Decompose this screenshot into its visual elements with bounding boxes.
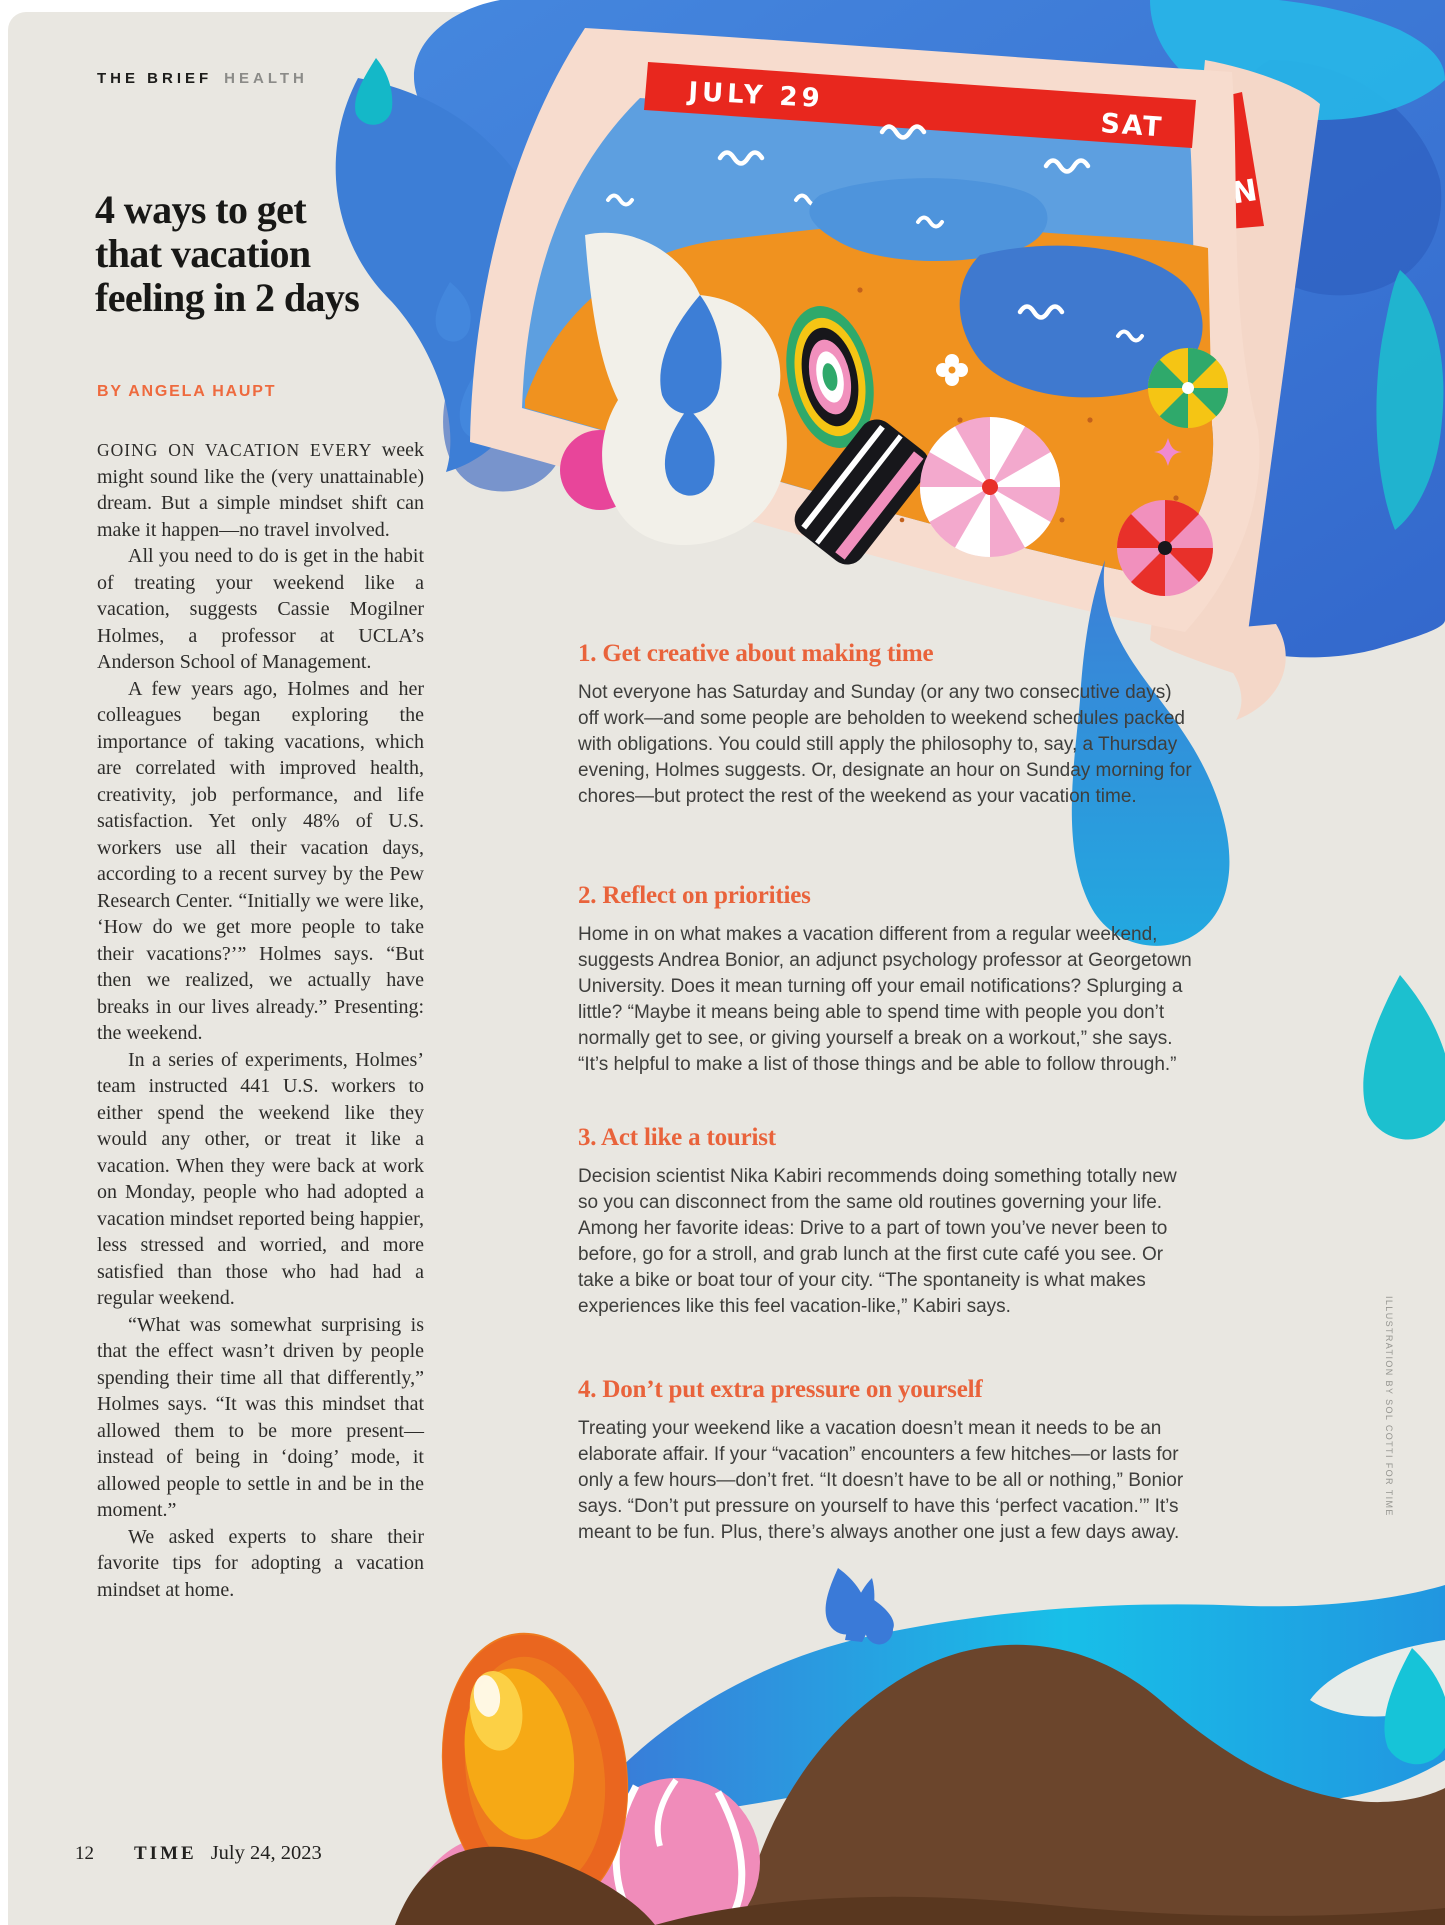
tip-body: Decision scientist Nika Kabiri recommends doing something totally new so you can disconnect from the same old routines governing your life. Among her favorite ideas: Drive to a part of town you’ve never been to before, go for a stroll, and grab lunch at the first cute café you see. Or take a bike or boat tour of your city. “The spontaneity is what makes experiences like this feel vacation-like,” Kabiri says.: [578, 1166, 1177, 1317]
tip-heading: 3. Act like a tourist: [578, 1124, 776, 1151]
calendar-date-label: JULY 29: [687, 77, 825, 115]
byline: BY ANGELA HAUPT: [97, 383, 277, 400]
page-footer: [75, 1842, 322, 1865]
tip-body: Not everyone has Saturday and Sunday (or any two consecutive days) off work—and some people are beholden to weekend schedules packed with obligations. You could still apply the philosophy to, say, a Thursday evening, Holmes suggests. Or, designate an hour on Sunday morning for chores—but protect the rest of the weekend as your vacation time.: [578, 682, 1192, 807]
magazine-name: TIME: [134, 1843, 197, 1864]
tip-section-4: [578, 1376, 1196, 1546]
paragraph: “What was somewhat surprising is that the effect wasn’t driven by people spending their time all that differently,” Holmes says. “It was this mindset that allowed them to be more present—instead of being in ‘doing’ mode, it allowed people to settle in and be in the moment.”: [97, 1313, 424, 1521]
tip-heading: 1. Get creative about making time: [578, 640, 934, 667]
paragraph: A few years ago, Holmes and her colleagues began exploring the importance of taking vacations, which are correlated with improved health, creativity, job performance, and life satisfaction. Yet only 48% of U.S. workers use all their vacation days, according to a recent survey by the Pew Research Center. “Initially we were like, ‘How do we get more people to take their vacations?’” Holmes says. “But then we realized, we actually have breaks in our lives already.” Presenting: the weekend.: [97, 677, 424, 1044]
section-kicker: [97, 70, 308, 87]
calendar-day-front-label: SAT: [1099, 108, 1165, 144]
title-line: feeling in 2 days: [95, 275, 360, 320]
tip-section-1: [578, 640, 1196, 810]
paragraph: We asked experts to share their favorite tips for adopting a vacation mindset at home.: [97, 1525, 424, 1601]
paragraph: GOING ON VACATION EVERY week might sound like the (very unattainable) dream. But a simple mindset shift can make it happen—no travel involved.: [97, 439, 425, 541]
paragraph: In a series of experiments, Holmes’ team instructed 441 U.S. workers to either spend the weekend like they would any other, or treat it like a vacation. When they were back at work on Monday, people who had adopted a vacation mindset reported being happier, less stressed and worried, and more satisfied than those who had had a regular weekend.: [97, 1048, 424, 1309]
issue-date: July 24, 2023: [210, 1842, 322, 1864]
illustration-credit: ILLUSTRATION BY SOL COTTI FOR TIME: [1384, 1296, 1394, 1517]
title-line: that vacation: [95, 231, 311, 276]
tip-section-2: [578, 882, 1196, 1078]
tip-body: Treating your weekend like a vacation doesn’t mean it needs to be an elaborate affair. If your “vacation” encounters a few hitches—or lasts for only a few hours—don’t fret. “It doesn’t have to be all or nothing,” Bonior says. “Don’t put pressure on yourself to have this ‘perfect vacation.’” It’s meant to be fun. Plus, there’s always another one just a few days away.: [578, 1418, 1184, 1543]
tip-body: Home in on what makes a vacation different from a regular weekend, suggests Andrea Bonior, an adjunct psychology professor at Georgetown University. Does it mean turning off your email notifications? Splurging a little? “Maybe it means being able to spend time with people you don’t normally get to see, or giving yourself a break on a workout,” she says. “It’s helpful to make a list of those things and be able to follow through.”: [578, 924, 1192, 1075]
kicker-topic: HEALTH: [224, 70, 308, 87]
tip-section-3: [578, 1124, 1196, 1320]
article-title: [95, 188, 359, 320]
page-number: 12: [75, 1843, 94, 1864]
title-line: 4 ways to get: [95, 187, 307, 232]
lead-small-caps: GOING ON VACATION EVERY: [97, 440, 373, 460]
article-body-column: [97, 437, 424, 1603]
tip-heading: 2. Reflect on priorities: [578, 882, 811, 909]
kicker-section: THE BRIEF: [97, 70, 213, 87]
paragraph: All you need to do is get in the habit of treating your weekend like a vacation, suggests Cassie Mogilner Holmes, a professor at UCLA’s Anderson School of Management.: [97, 545, 424, 673]
tip-heading: 4. Don’t put extra pressure on yourself: [578, 1376, 983, 1403]
